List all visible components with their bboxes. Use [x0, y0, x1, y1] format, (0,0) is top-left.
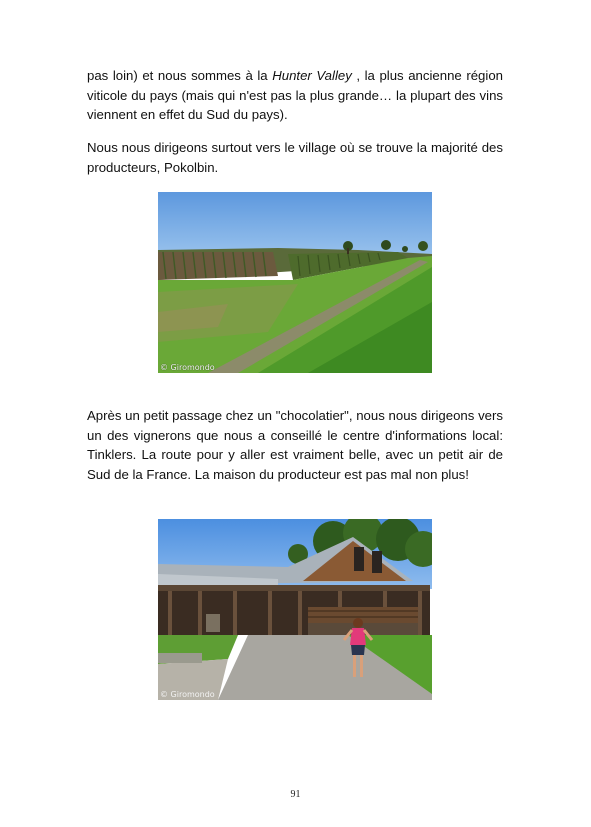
paragraph-pokolbin: Nous nous dirigeons surtout vers le village où se trouve la majorité des producteurs, Pokolbin.	[87, 140, 503, 175]
paragraph-hunter-valley	[87, 66, 503, 125]
paragraph-text: pas loin) et nous sommes à la	[87, 68, 273, 83]
winery-photo	[158, 519, 432, 700]
emphasis-hunter-valley: Hunter Valley	[272, 68, 352, 83]
vineyard-photo	[158, 192, 432, 373]
photo-credit: © Giromondo	[160, 363, 215, 372]
vineyard-image	[158, 192, 432, 373]
page-number: 91	[290, 789, 301, 800]
paragraph-text: , la plus ancienne région viticole du pays (mais qui n'est pas la plus grande… la plupart des vins viennent en effet du Sud du pays).	[87, 68, 503, 122]
paragraph-tinklers: Après un petit passage chez un "chocolatier", nous nous dirigeons vers un des vignerons que nous a conseillé le centre d'informations local: Tinklers. La route pour y aller est vraiment belle, avec un petit air de Sud de la France. La maison du producteur est pas mal non plus!	[87, 408, 503, 482]
winery-image	[158, 519, 432, 700]
photo-credit: © Giromondo	[160, 690, 215, 699]
